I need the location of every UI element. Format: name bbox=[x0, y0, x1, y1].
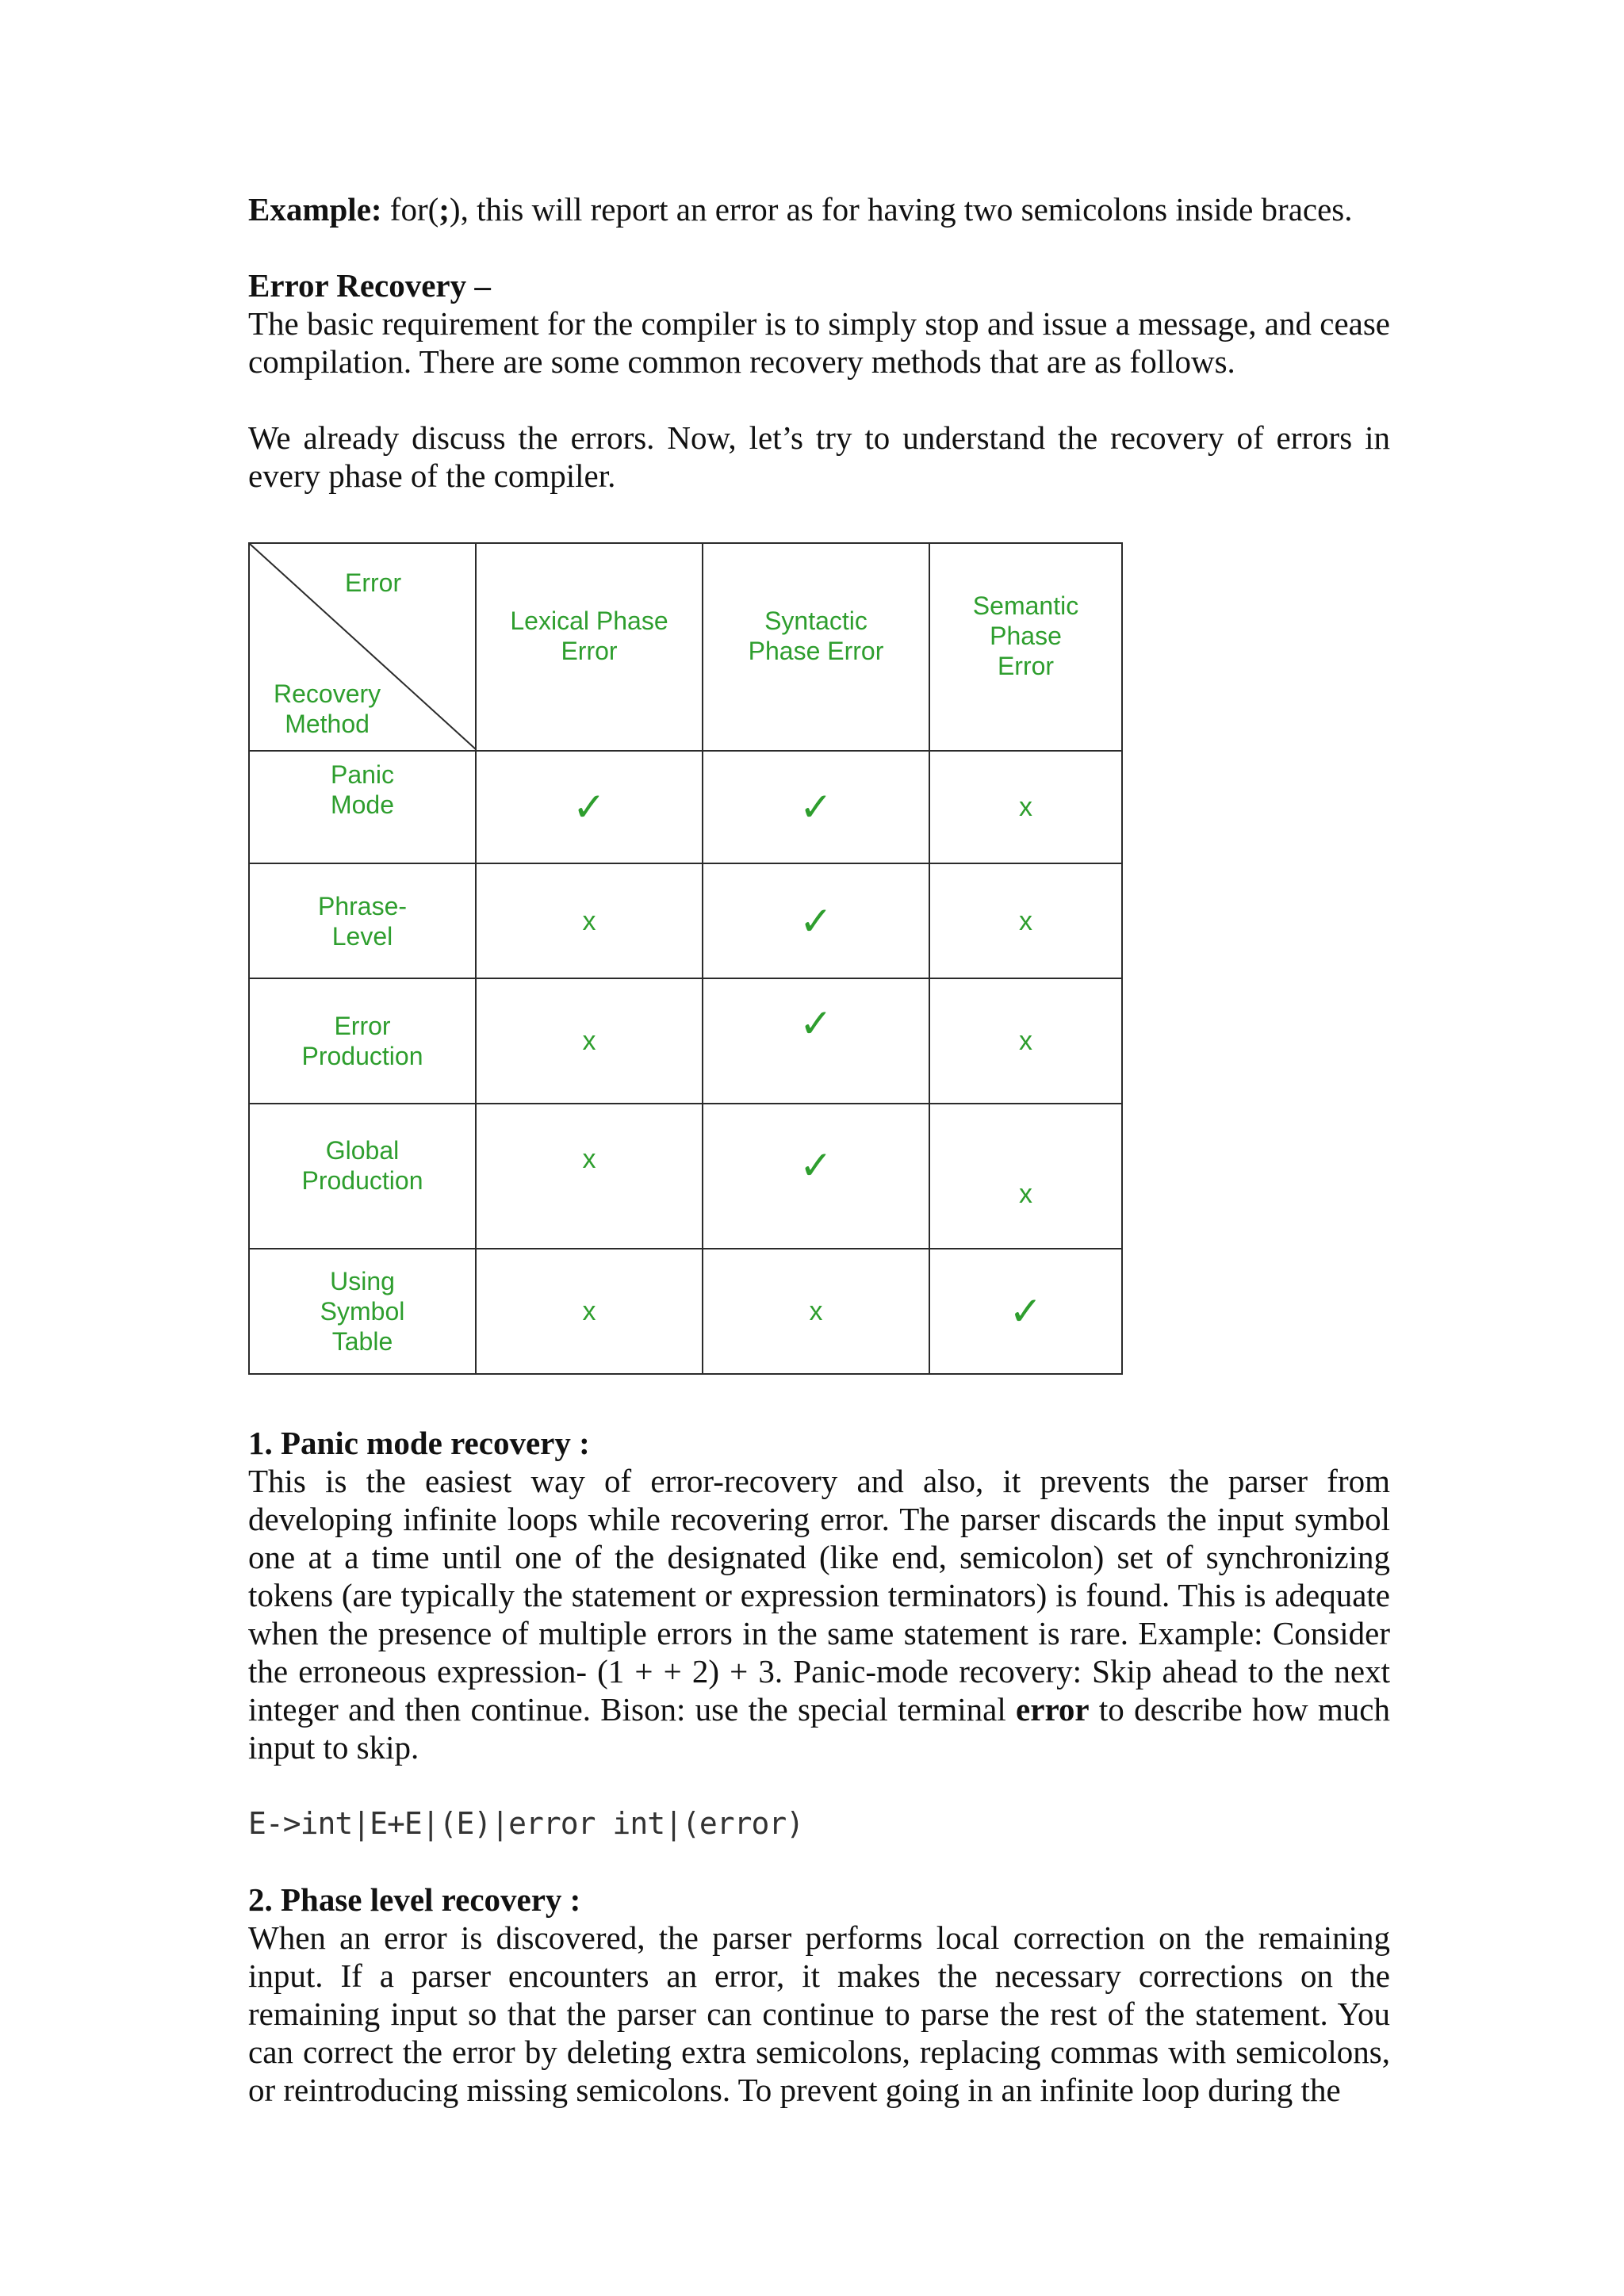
cell-phrase-syntactic bbox=[703, 863, 929, 978]
error-keyword: error bbox=[1016, 1691, 1090, 1728]
row-label-global-production: Global Production bbox=[249, 1104, 476, 1249]
cross-icon: x bbox=[809, 1296, 823, 1326]
panic-mode-heading: 1. Panic mode recovery : bbox=[248, 1425, 590, 1461]
cross-icon: x bbox=[582, 905, 596, 936]
phase-level-heading: 2. Phase level recovery : bbox=[248, 1881, 581, 1918]
example-line bbox=[248, 190, 1390, 228]
example-text-post: ), this will report an error as for having two semicolons inside braces. bbox=[449, 191, 1353, 228]
cell-global-syntactic bbox=[703, 1104, 929, 1249]
corner-label-recovery-method: Recovery Method bbox=[274, 679, 381, 738]
check-icon: ✓ bbox=[799, 1142, 833, 1188]
example-text-pre: for( bbox=[381, 191, 439, 228]
corner-label-error: Error bbox=[345, 568, 402, 597]
table-row bbox=[249, 1249, 1122, 1374]
error-recovery-para-2: We already discuss the errors. Now, let’s try to understand the recovery of errors in every phase of the compiler. bbox=[248, 419, 1390, 494]
row-label-error-production: Error Production bbox=[249, 978, 476, 1104]
cross-icon: x bbox=[1019, 1026, 1032, 1056]
cell-panic-syntactic bbox=[703, 751, 929, 863]
cell-errprod-semantic bbox=[929, 978, 1122, 1104]
panic-mode-para: This is the easiest way of error-recovery and also, it prevents the parser from developing infinite loops while recovering error. The parser discards the input symbol one at a time until one of the designated (like end, semicolon) set of synchronizing tokens (are typically the statement or expression terminators) is found. This is adequate when the presence of multiple errors in the same statement is rare. Example: Consider the erroneous expression- (1 + + 2) + 3. Panic-mode recovery: Skip ahead to the next integer and then continue. Bison: use the special terminal error to describe how much input to skip. bbox=[248, 1463, 1390, 1766]
check-icon: ✓ bbox=[573, 784, 606, 830]
example-semicolons: ; bbox=[439, 191, 450, 228]
col-header-semantic: Semantic Phase Error bbox=[929, 543, 1122, 751]
cell-errprod-lexical bbox=[476, 978, 703, 1104]
cross-icon: x bbox=[1019, 1178, 1032, 1209]
table-corner-cell bbox=[249, 543, 476, 751]
recovery-table bbox=[248, 542, 1121, 1376]
cell-symbol-lexical bbox=[476, 1249, 703, 1374]
cell-panic-semantic bbox=[929, 751, 1122, 863]
cell-global-semantic bbox=[929, 1104, 1122, 1249]
cell-panic-lexical bbox=[476, 751, 703, 863]
cell-errprod-syntactic bbox=[703, 978, 929, 1104]
table-row bbox=[249, 863, 1122, 978]
row-label-using-symbol-table: Using Symbol Table bbox=[249, 1249, 476, 1374]
col-header-syntactic: Syntactic Phase Error bbox=[703, 543, 929, 751]
row-label-phrase-level: Phrase- Level bbox=[249, 863, 476, 978]
cell-phrase-semantic bbox=[929, 863, 1122, 978]
col-header-lexical: Lexical Phase Error bbox=[476, 543, 703, 751]
cross-icon: x bbox=[1019, 792, 1032, 822]
grammar-code: E->int|E+E|(E)|error int|(error) bbox=[248, 1806, 804, 1841]
table-row bbox=[249, 1104, 1122, 1249]
cross-icon: x bbox=[582, 1296, 596, 1326]
cross-icon: x bbox=[1019, 905, 1032, 936]
example-label: Example: bbox=[248, 191, 382, 228]
check-icon: ✓ bbox=[799, 897, 833, 944]
cell-symbol-syntactic bbox=[703, 1249, 929, 1374]
cell-symbol-semantic bbox=[929, 1249, 1122, 1374]
check-icon: ✓ bbox=[1009, 1288, 1043, 1334]
check-icon: ✓ bbox=[799, 784, 833, 830]
phase-level-para: When an error is discovered, the parser performs local correction on the remaining input. If a parser encounters an error, it makes the necessary corrections on the remaining input so that the parser can continue to parse the rest of the statement. You can correct the error by deleting extra semicolons, replacing commas with semicolons, or reintroducing missing semicolons. To prevent going in an infinite loop during the bbox=[248, 1919, 1390, 2108]
cell-phrase-lexical bbox=[476, 863, 703, 978]
row-label-panic-mode: Panic Mode bbox=[249, 751, 476, 863]
document-page bbox=[248, 190, 1390, 2109]
cross-icon: x bbox=[582, 1143, 596, 1174]
table-row bbox=[249, 978, 1122, 1104]
check-icon: ✓ bbox=[799, 1001, 833, 1047]
error-recovery-para-1: The basic requirement for the compiler is to simply stop and issue a message, and cease compilation. There are some common recovery methods that are as follows. bbox=[248, 305, 1390, 380]
error-recovery-heading: Error Recovery – bbox=[248, 267, 491, 304]
cross-icon: x bbox=[582, 1026, 596, 1056]
cell-global-lexical bbox=[476, 1104, 703, 1249]
table-row bbox=[249, 751, 1122, 863]
